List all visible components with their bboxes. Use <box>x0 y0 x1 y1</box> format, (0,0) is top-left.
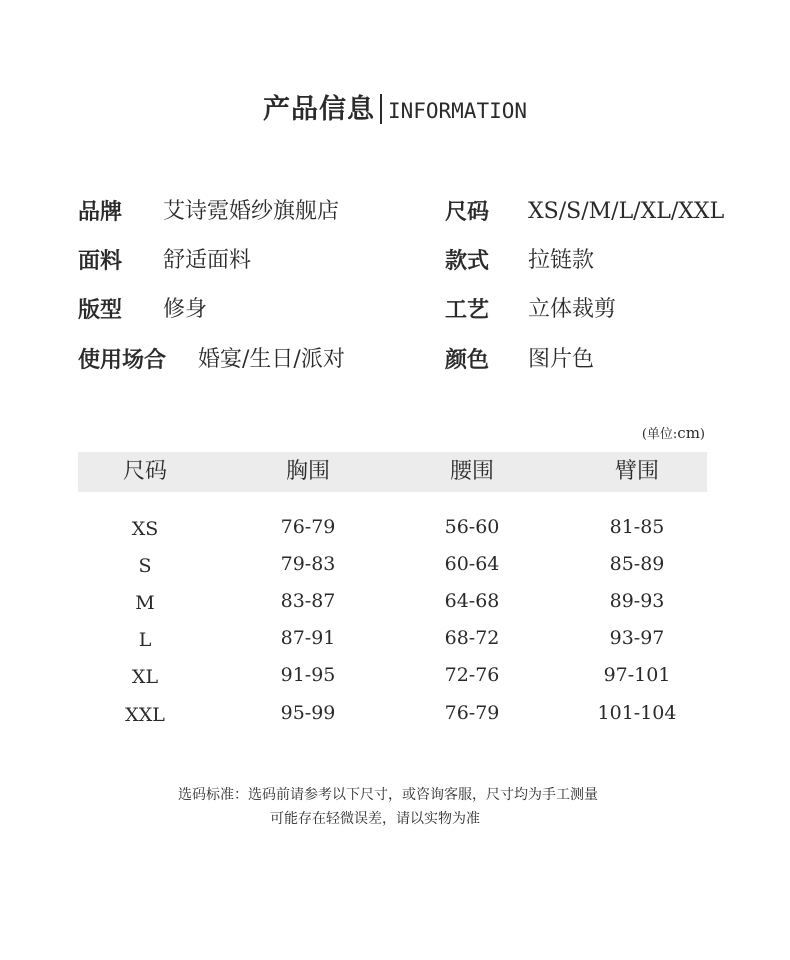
unit-value: cm <box>677 424 700 442</box>
table-cell: 91-95 <box>280 664 336 686</box>
info-label: 使用场合 <box>78 347 167 373</box>
unit-label <box>642 423 705 445</box>
table-cell: 72-76 <box>444 664 500 686</box>
page-title <box>0 88 790 133</box>
size-guide-disclaimer: 可能存在轻微误差，请以实物为准 <box>270 811 480 827</box>
table-cell: XS <box>131 518 159 540</box>
info-label: 尺码 <box>445 199 490 225</box>
table-cell: 81-85 <box>609 516 665 538</box>
info-value: 修身 <box>163 297 208 322</box>
table-header-bar <box>78 452 707 492</box>
info-label: 品牌 <box>78 199 123 225</box>
info-row-fabric <box>78 245 398 277</box>
info-label: 工艺 <box>445 297 490 323</box>
table-cell: 64-68 <box>444 590 500 612</box>
info-row-fit <box>78 294 398 326</box>
column-header-size: 尺码 <box>122 459 168 484</box>
table-cell: L <box>138 629 152 651</box>
info-value: 婚宴/生日/派对 <box>198 347 345 372</box>
table-cell: 76-79 <box>444 702 500 724</box>
unit-suffix: ) <box>699 427 705 442</box>
table-cell: 85-89 <box>609 553 665 575</box>
column-header-arm: 臂围 <box>614 459 660 484</box>
table-cell: 83-87 <box>280 590 336 612</box>
table-cell: 79-83 <box>280 553 336 575</box>
table-cell: 95-99 <box>280 702 336 724</box>
info-value: XS/S/M/L/XL/XXL <box>528 199 725 224</box>
table-cell: 89-93 <box>609 590 665 612</box>
info-row-style <box>445 245 735 277</box>
table-cell: 101-104 <box>597 702 677 724</box>
table-cell: 56-60 <box>444 516 500 538</box>
info-label: 面料 <box>78 248 123 274</box>
title-divider <box>380 94 382 124</box>
table-cell: 68-72 <box>444 627 500 649</box>
info-value: 立体裁剪 <box>528 297 617 322</box>
title-english: INFORMATION <box>387 99 528 123</box>
info-label: 版型 <box>78 297 123 323</box>
info-row-brand <box>78 196 398 228</box>
table-cell: 76-79 <box>280 516 336 538</box>
info-value: 舒适面料 <box>163 248 252 273</box>
column-header-bust: 胸围 <box>285 459 331 484</box>
table-cell: 60-64 <box>444 553 500 575</box>
size-guide-note: 选码标准：选码前请参考以下尺寸，或咨询客服，尺寸均为手工测量 <box>178 787 598 803</box>
table-cell: XL <box>131 666 159 688</box>
info-value: 艾诗霓婚纱旗舰店 <box>163 199 340 224</box>
table-cell: 97-101 <box>603 664 671 686</box>
column-header-waist: 腰围 <box>449 459 495 484</box>
info-row-occasion <box>78 344 418 376</box>
table-cell: 93-97 <box>609 627 665 649</box>
title-chinese: 产品信息 <box>262 94 375 125</box>
unit-prefix: (单位: <box>641 427 678 442</box>
info-row-size <box>445 196 735 228</box>
info-value: 拉链款 <box>528 248 595 273</box>
info-label: 款式 <box>445 248 490 274</box>
info-label: 颜色 <box>445 347 490 373</box>
table-cell: M <box>135 592 155 614</box>
table-cell: 87-91 <box>280 627 336 649</box>
table-cell: S <box>138 555 152 577</box>
table-cell: XXL <box>125 704 165 726</box>
info-row-craft <box>445 294 735 326</box>
info-row-color <box>445 344 735 376</box>
info-value: 图片色 <box>528 347 595 372</box>
